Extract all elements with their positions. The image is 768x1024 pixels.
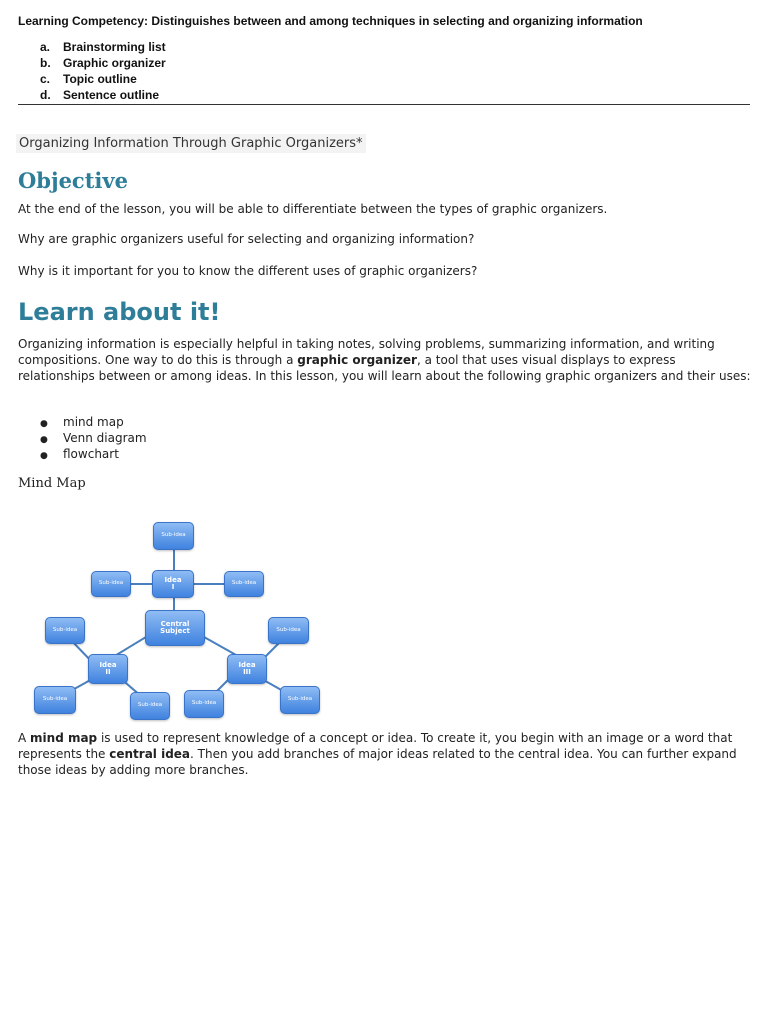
mind-map-heading: Mind Map (18, 476, 86, 491)
list-item-label: Graphic organizer (63, 56, 166, 70)
central-subject-node: Central Subject (145, 610, 205, 646)
list-item-label: flowchart (63, 447, 119, 461)
list-marker: b. (40, 56, 51, 70)
learn-paragraph (18, 336, 754, 384)
sub-idea-node: Sub-idea (184, 690, 224, 718)
horizontal-rule (18, 104, 750, 105)
list-item (40, 87, 166, 103)
idea-2-node: Idea II (88, 654, 128, 684)
objective-question-1: Why are graphic organizers useful for selecting and organizing information? (18, 232, 475, 246)
list-item-label: Venn diagram (63, 431, 147, 445)
objective-heading: Objective (18, 168, 128, 193)
learning-competency: Learning Competency: Distinguishes between and among techniques in selecting and organizing information (18, 14, 643, 28)
description-text: . Then you add branches of major ideas related to the central idea. You can further expand those ideas by adding more branches. (18, 747, 737, 777)
graphic-organizer-term: graphic organizer (297, 353, 417, 367)
list-item-label: Brainstorming list (63, 40, 166, 54)
objective-question-2: Why is it important for you to know the different uses of graphic organizers? (18, 264, 478, 278)
list-marker: c. (40, 72, 51, 86)
sub-idea-node: Sub-idea (130, 692, 170, 720)
list-item (40, 71, 166, 87)
description-text: is used to represent knowledge of a concept or idea. To create it, you begin with an image or a word that represents the (18, 731, 733, 761)
description-text: A (18, 731, 31, 745)
lesson-subtitle: Organizing Information Through Graphic Organizers* (16, 134, 366, 153)
sub-idea-node: Sub-idea (224, 571, 264, 597)
mind-map-description (18, 730, 758, 778)
learn-text: , a tool that uses visual displays to express relationships between or among ideas. In this lesson, you will learn about the following graphic organizers and their uses: (18, 353, 751, 383)
list-item (40, 430, 147, 446)
list-item (40, 39, 166, 55)
list-item-label: Sentence outline (63, 88, 160, 102)
competency-list (40, 39, 166, 103)
list-marker: a. (40, 40, 51, 54)
list-item-label: mind map (63, 415, 124, 429)
objective-statement: At the end of the lesson, you will be able to differentiate between the types of graphic organizers. (18, 202, 608, 216)
idea-3-node: Idea III (227, 654, 267, 684)
sub-idea-node: Sub-idea (34, 686, 76, 714)
idea-1-node: Idea I (152, 570, 194, 598)
bullet-icon: ● (40, 419, 48, 429)
list-item (40, 414, 147, 430)
learn-heading: Learn about it! (18, 298, 221, 326)
bullet-icon: ● (40, 435, 48, 445)
central-idea-term: central idea (109, 747, 191, 761)
bullet-icon: ● (40, 451, 48, 461)
sub-idea-node: Sub-idea (45, 617, 85, 644)
list-item-label: Topic outline (63, 72, 137, 86)
learn-text: Organizing information is especially helpful in taking notes, solving problems, summarizing information, and writing compositions. One way to do this is through a (18, 337, 715, 367)
mind-map-term: mind map (30, 731, 98, 745)
list-item (40, 55, 166, 71)
sub-idea-node: Sub-idea (268, 617, 309, 644)
list-item (40, 446, 147, 462)
sub-idea-node: Sub-idea (91, 571, 131, 597)
list-marker: d. (40, 88, 51, 102)
sub-idea-node: Sub-idea (280, 686, 320, 714)
sub-idea-node: Sub-idea (153, 522, 194, 550)
mind-map-diagram (30, 512, 330, 727)
organizer-list (40, 414, 147, 462)
